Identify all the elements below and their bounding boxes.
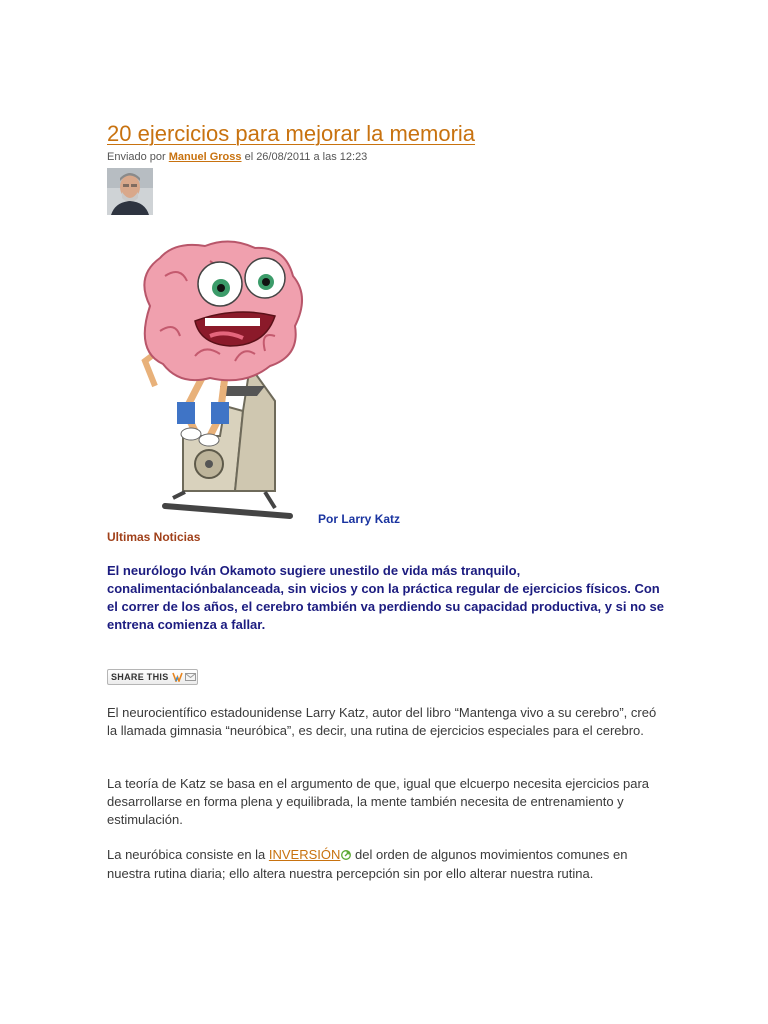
- share-label: SHARE THIS: [111, 672, 169, 682]
- paragraph-text: del orden de algunos movimientos comunes en nuestra rutina diaria; ello altera nuestra percepción sin por ello alterar nuestra rutina.: [107, 847, 628, 881]
- body-paragraph: La teoría de Katz se basa en el argumento de que, igual que elcuerpo necesita ejercicios para desarrollarse en forma plena y equilibrada, la mente también necesita de entrenamiento y estimulación.: [107, 776, 650, 827]
- author-link[interactable]: Manuel Gross: [168, 151, 242, 163]
- inversion-link[interactable]: INVERSIÓN: [268, 847, 341, 862]
- author-avatar: [107, 168, 153, 215]
- body-paragraph: [107, 846, 667, 883]
- article-title[interactable]: 20 ejercicios para mejorar la memoria: [107, 121, 476, 146]
- lead-paragraph: El neurólogo Iván Okamoto sugiere unestilo de vida más tranquilo, conalimentaciónbalanceada, sin vicios y con la práctica regular de ejercicios físicos. Con el correr de los años, el cerebro también va perdiendo su capacidad productiva, y si no se entrena comienza a fallar.: [107, 563, 665, 632]
- brain-on-bike-illustration: [125, 236, 325, 521]
- share-this-button[interactable]: [107, 669, 198, 685]
- heart-share-icon: [172, 672, 183, 682]
- body-paragraph: El neurocientífico estadounidense Larry Katz, autor del libro “Mantenga vivo a su cerebro”, creó la llamada gimnasia “neuróbica”, es decir, una rutina de ejercicios especiales para el cerebro.: [107, 705, 657, 738]
- paragraph-text: La neuróbica consiste en la: [107, 847, 269, 862]
- author-credit: Por Larry Katz: [318, 512, 401, 526]
- byline-prefix: Enviado por: [107, 151, 169, 163]
- byline: [107, 151, 367, 163]
- external-link-icon[interactable]: [341, 847, 351, 865]
- byline-date: el 26/08/2011 a las 12:23: [241, 151, 368, 163]
- share-icons: [172, 672, 196, 682]
- email-share-icon: [185, 672, 196, 682]
- section-label: Ultimas Noticias: [107, 530, 201, 544]
